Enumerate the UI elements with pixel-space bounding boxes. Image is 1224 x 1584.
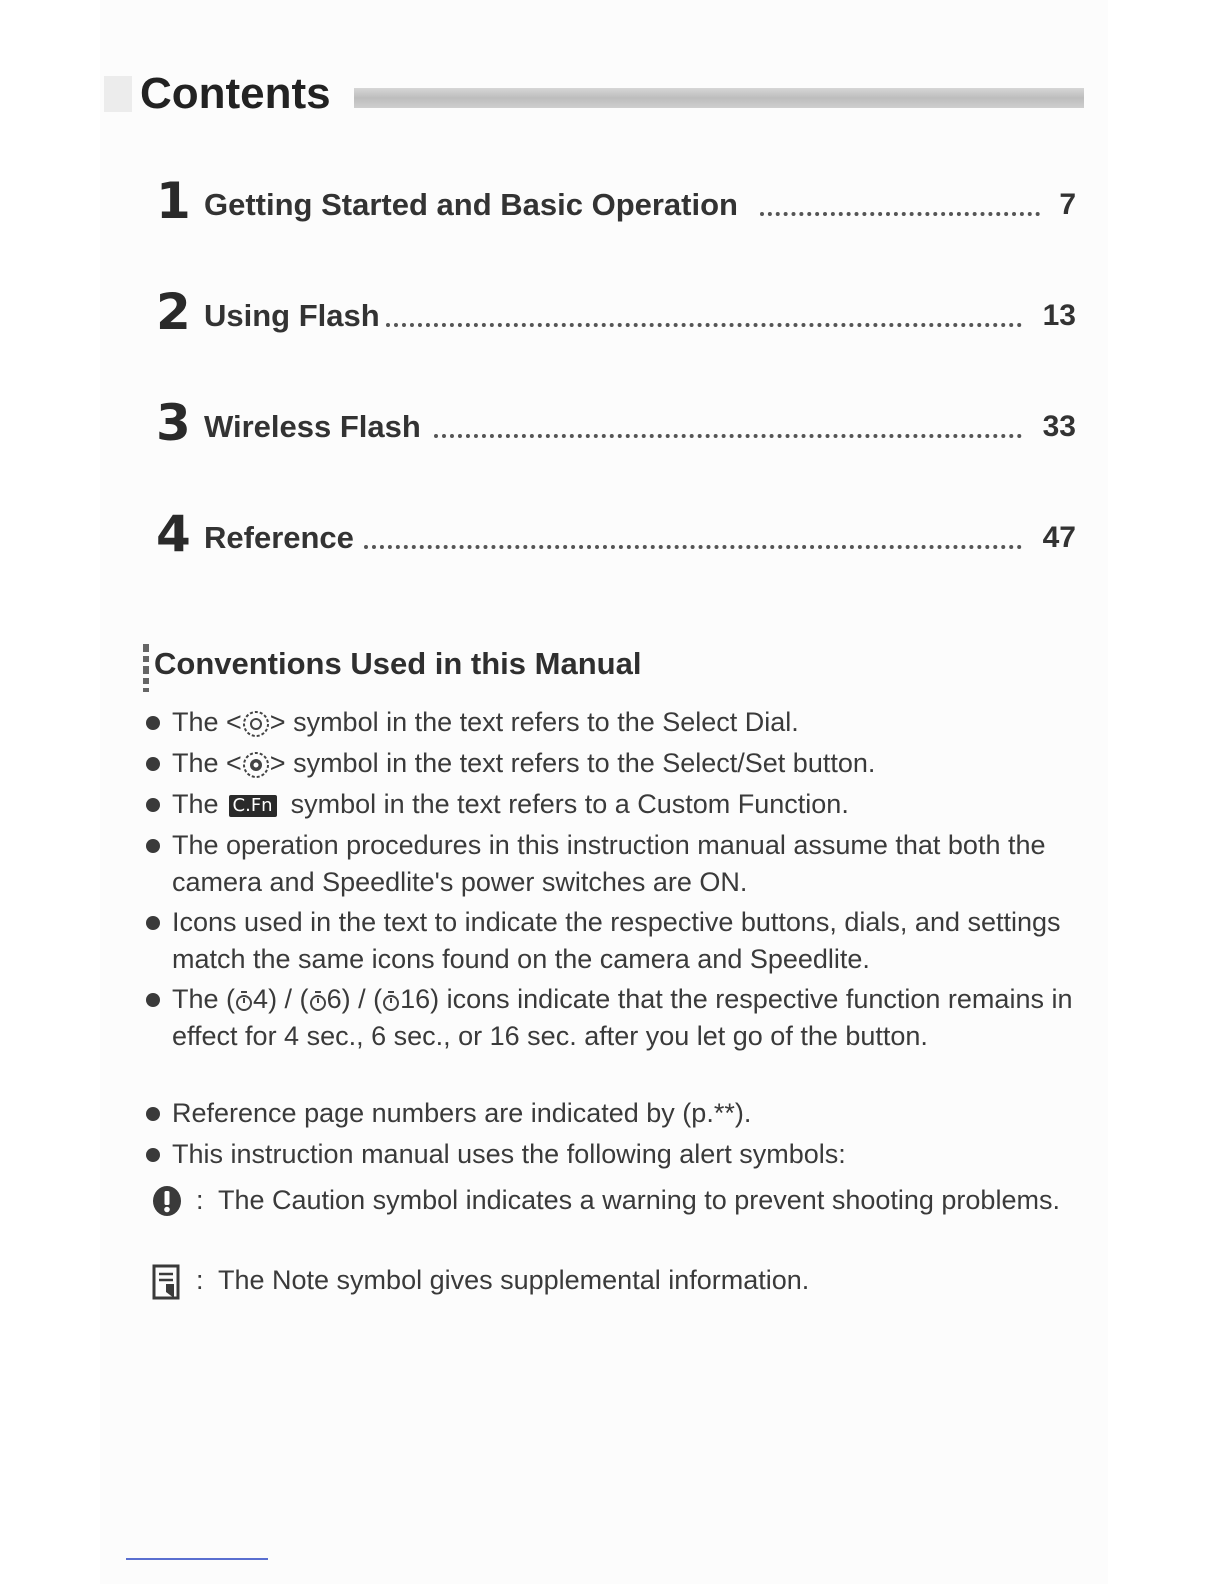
- item-text: Icons used in the text to indicate the respective buttons, dials, and settings match the same icons found on the camera and Speedlite.: [172, 907, 1061, 974]
- item-text: This instruction manual uses the following alert symbols:: [172, 1139, 846, 1169]
- bullet-icon: [146, 1107, 160, 1121]
- timer-seconds: 6: [326, 984, 342, 1014]
- alert-item-note: [146, 1262, 1086, 1299]
- section-title: Conventions Used in this Manual: [154, 646, 642, 681]
- chapter-number: 1: [156, 172, 191, 230]
- bullet-icon: [146, 1148, 160, 1162]
- timer-seconds: 16: [400, 984, 431, 1014]
- page-number: 33: [1042, 410, 1076, 443]
- item-text: The operation procedures in this instruction manual assume that both the camera and Speedlite's power switches are ON.: [172, 830, 1046, 897]
- page-number: 13: [1042, 299, 1076, 332]
- footer-rule: [126, 1558, 268, 1560]
- alert-text: The Note symbol gives supplemental information.: [218, 1265, 810, 1295]
- item-text-pre: The: [172, 789, 219, 819]
- page-title: Contents: [140, 69, 331, 118]
- item-text-post: > symbol in the text refers to the Select/Set button.: [269, 748, 876, 778]
- dot-leader: [434, 430, 1022, 438]
- chapter-title: Reference: [204, 520, 354, 555]
- alert-colon: :: [196, 1185, 204, 1215]
- bullet-icon: [146, 839, 160, 853]
- alert-text: The Caution symbol indicates a warning to prevent shooting problems.: [218, 1185, 1060, 1215]
- item-text-pre: The (: [172, 984, 236, 1014]
- toc-entry-4[interactable]: [156, 505, 1076, 563]
- item-text-post: > symbol in the text refers to the Select Dial.: [269, 707, 799, 737]
- bullet-icon: [146, 716, 160, 730]
- page-number: 7: [1059, 188, 1076, 221]
- timer-icon: [235, 989, 253, 1013]
- timer-icon: [382, 989, 400, 1013]
- list-item: [146, 981, 1086, 1092]
- timer-icon: [309, 989, 327, 1013]
- toc-entry-2[interactable]: [156, 283, 1076, 341]
- bullet-icon: [146, 993, 160, 1007]
- chapter-number: 4: [156, 505, 191, 563]
- timer-seconds: 4: [253, 984, 269, 1014]
- list-item: [146, 827, 1086, 901]
- custom-function-icon: C.Fn: [229, 795, 277, 817]
- header-band: [104, 76, 132, 112]
- chapter-title: Using Flash: [204, 298, 380, 333]
- item-text: Reference page numbers are indicated by (p.**).: [172, 1098, 752, 1128]
- toc-entry-1[interactable]: [156, 172, 1076, 230]
- dot-leader: [760, 208, 1040, 216]
- contents-header: [104, 69, 1084, 118]
- toc-entry-3[interactable]: [156, 394, 1076, 452]
- bullet-icon: [146, 757, 160, 771]
- list-item: [146, 786, 1086, 823]
- page-number: 47: [1042, 521, 1076, 554]
- item-text-pre: The <: [172, 748, 242, 778]
- item-text-post: ) icons indicate that the respective function remains in effect for 4 sec., 6 sec., or 16 sec. after you let go of the button.: [172, 984, 1073, 1051]
- select-dial-icon: [242, 710, 270, 738]
- header-rule: [354, 88, 1084, 108]
- heading-marker-icon: [140, 644, 152, 692]
- list-item: [146, 1095, 1086, 1132]
- bullet-icon: [146, 916, 160, 930]
- select-set-button-icon: [242, 751, 270, 779]
- list-item: [146, 1136, 1086, 1173]
- list-item: [146, 904, 1086, 978]
- chapter-number: 3: [156, 394, 191, 452]
- note-icon: [150, 1264, 182, 1302]
- caution-icon: [150, 1184, 184, 1218]
- separator: ) / (: [268, 984, 309, 1014]
- alert-item-caution: [146, 1182, 1086, 1256]
- item-text-post: symbol in the text refers to a Custom Function.: [290, 789, 849, 819]
- list-item: [146, 704, 1086, 741]
- chapter-title: Wireless Flash: [204, 409, 421, 444]
- list-item: [146, 745, 1086, 782]
- chapter-title: Getting Started and Basic Operation: [204, 187, 738, 222]
- dot-leader: [386, 319, 1022, 327]
- bullet-icon: [146, 798, 160, 812]
- separator: ) / (: [341, 984, 383, 1014]
- dot-leader: [364, 541, 1022, 549]
- alert-colon: :: [196, 1265, 204, 1295]
- chapter-number: 2: [156, 283, 191, 341]
- item-text-pre: The <: [172, 707, 242, 737]
